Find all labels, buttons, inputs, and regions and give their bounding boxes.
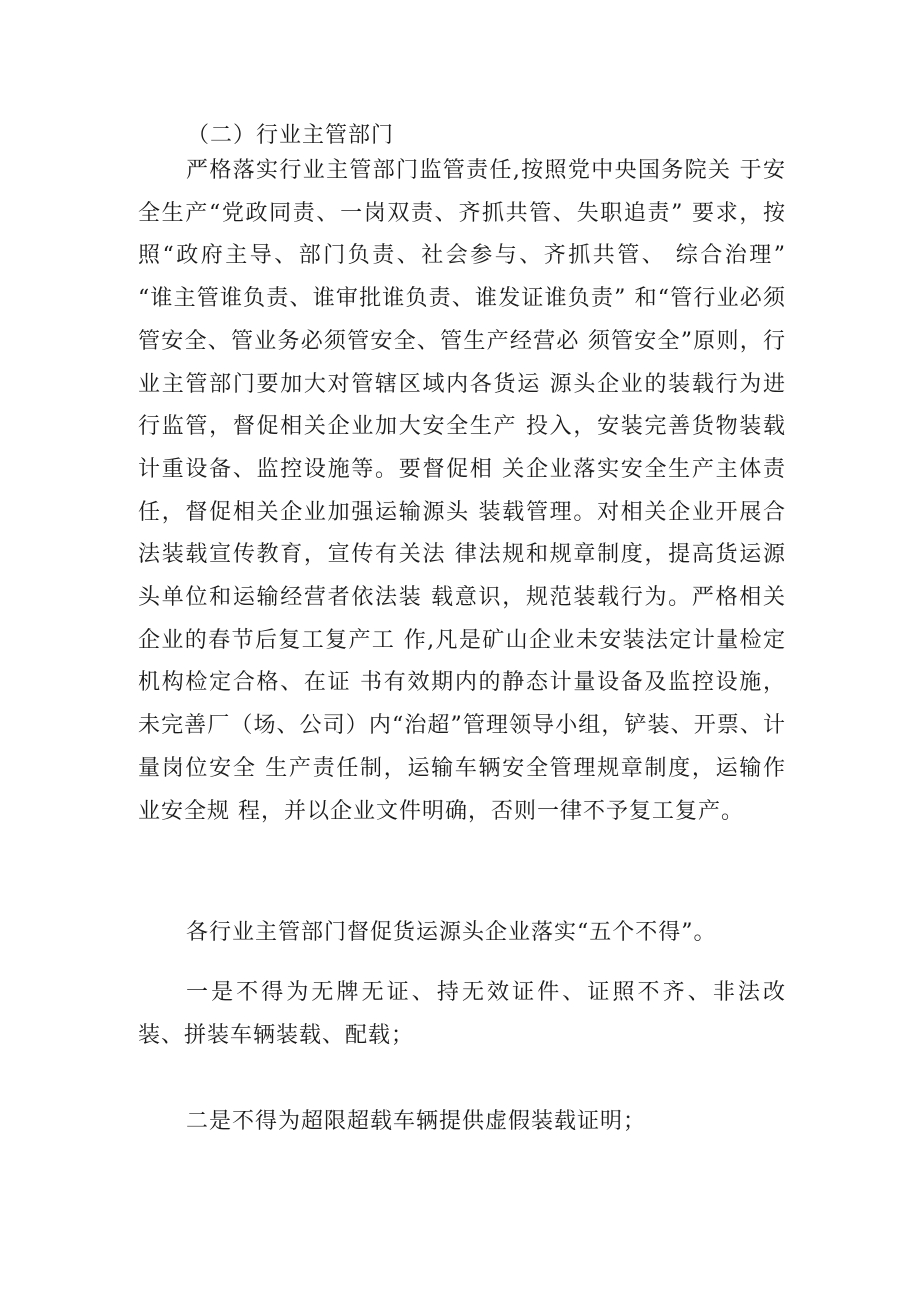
section-heading: （二）行业主管部门 bbox=[187, 123, 395, 148]
paragraph-prohibition-one: 一是不得为无牌无证、持无效证件、证照不齐、非法改 装、拼装车辆装载、配载； bbox=[138, 980, 786, 1048]
paragraph-regulatory-responsibility: 严格落实行业主管部门监管责任,按照党中央国务院关 于安全生产“党政同责、一岗双责、齐抓共管、失职追责” 要求，按照“政府主导、部门负责、社会参与、齐抓共管、 综合治理” “谁主管谁负责、谁审批谁负责、谁发证谁负责” 和“管行业必须管安全、管业务必须管安全、管生产经营必 须管安全”原则，行业主管部门要加大对管辖区域内各货运 源头企业的装载行为进行监管，督促相关企业加大安全生产 投入，安装完善货物装载计重设备、监控设施等。要督促相 关企业落实安全生产主体责任，督促相关企业加强运输源头 装载管理。对相关企业开展合法装载宣传教育，宣传有关法 律法规和规章制度，提高货运源头单位和运输经营者依法装 载意识，规范装载行为。严格相关企业的春节后复工复产工 作,凡是矿山企业未安装法定计量检定机构检定合格、在证 书有效期内的静态计量设备及监控设施，未完善厂（场、公司）内“治超”管理领导小组，铲装、开票、计量岗位安全 生产责任制，运输车辆安全管理规章制度，运输作业安全规 程，并以企业文件明确，否则一律不予复工复产。 bbox=[138, 158, 786, 824]
paragraph-prohibition-two: 二是不得为超限超载车辆提供虚假装载证明； bbox=[186, 1109, 647, 1134]
paragraph-five-prohibitions-intro: 各行业主管部门督促货运源头企业落实“五个不得”。 bbox=[186, 920, 717, 945]
